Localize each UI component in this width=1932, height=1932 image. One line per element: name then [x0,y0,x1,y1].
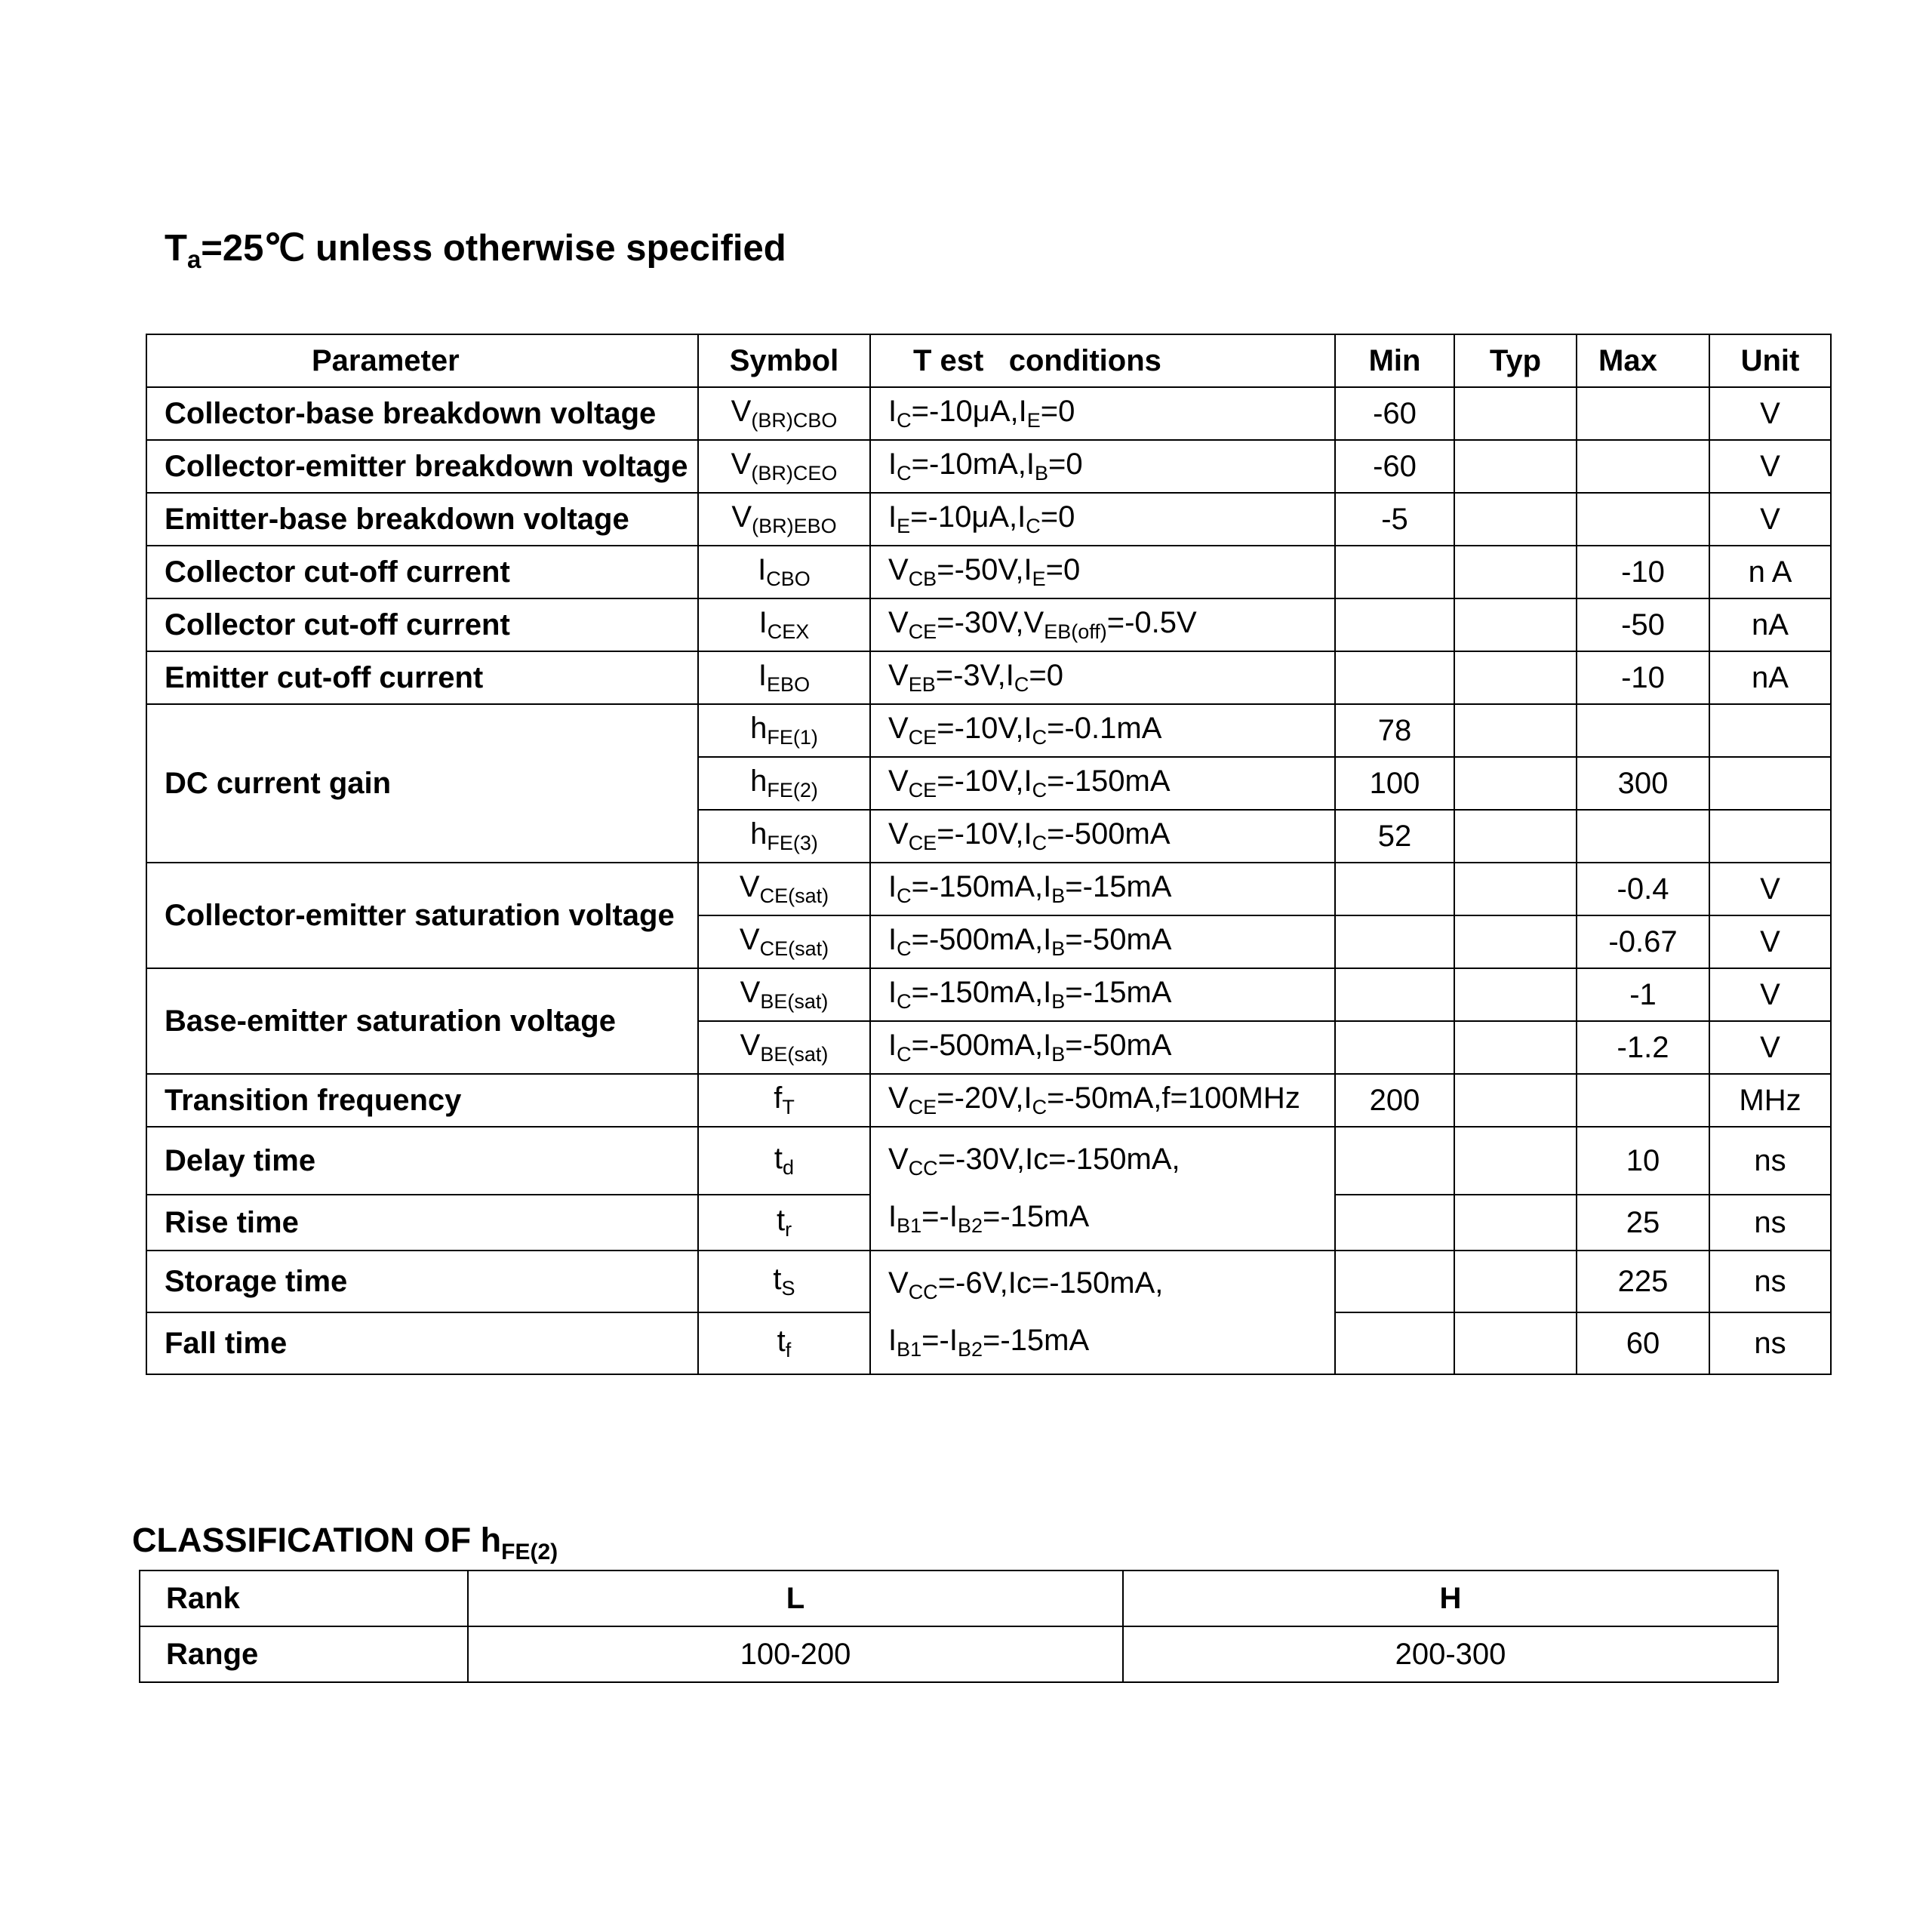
max-cell [1577,704,1709,757]
heading-rest: =25℃ unless otherwise specified [201,228,786,269]
condition-text: I [888,395,897,428]
condition-text: =-10V,I [937,712,1032,745]
symbol-cell [698,1074,870,1127]
condition-text: V [888,764,909,798]
table-row [146,440,1831,493]
symbol-subscript: f [785,1339,792,1361]
max-cell: 10 [1577,1127,1709,1195]
typ-cell [1454,863,1577,915]
condition-text: =-3V,I [935,659,1014,692]
unit-cell: ns [1709,1195,1831,1251]
typ-cell [1454,1195,1577,1251]
symbol-subscript: S [781,1277,795,1300]
min-cell [1335,1021,1454,1074]
symbol-cell [698,968,870,1021]
condition-text: =-500mA [1047,817,1171,851]
symbol-subscript: CEX [767,620,810,643]
condition-text: =-15mA [982,1200,1090,1233]
table-row [146,1074,1831,1127]
typ-cell [1454,757,1577,810]
page-heading [165,226,786,274]
condition-line [888,1316,1334,1374]
condition-subscript: B [1035,462,1049,485]
typ-cell [1454,546,1577,598]
unit-cell: V [1709,440,1831,493]
symbol-main: t [776,1204,786,1238]
unit-cell: MHz [1709,1074,1831,1127]
header-typ: Typ [1454,334,1577,387]
unit-cell: n A [1709,546,1831,598]
min-cell [1335,598,1454,651]
condition-text: V [888,1266,909,1300]
rank-l: L [468,1571,1123,1626]
max-cell [1577,440,1709,493]
condition-text: V [888,606,909,639]
condition-text: =-I [921,1324,958,1357]
condition-text: =-I [921,1200,958,1233]
condition-cell [870,1074,1335,1127]
header-unit: Unit [1709,334,1831,387]
condition-text: =-15mA [1065,976,1172,1009]
condition-subscript: C [1014,673,1029,696]
condition-text: =-500mA,I [911,1029,1052,1062]
condition-subscript: CC [908,1157,938,1180]
min-cell [1335,546,1454,598]
symbol-subscript: (BR)EBO [752,515,837,537]
condition-text: V [888,1143,909,1176]
condition-text: =-50V,I [937,553,1032,586]
max-cell: -50 [1577,598,1709,651]
symbol-main: V [740,1029,761,1062]
symbol-subscript: BE(sat) [760,1043,829,1066]
table-row [146,704,1831,757]
condition-text: =-10V,I [937,817,1032,851]
heading-t-subscript: a [186,245,202,273]
condition-text: =-150mA,I [911,976,1052,1009]
condition-subscript: C [1032,1096,1048,1118]
unit-cell: V [1709,1021,1831,1074]
parameter-cell: DC current gain [146,704,698,863]
condition-subscript: C [897,462,912,485]
condition-subscript: CC [908,1281,938,1303]
table-row [146,863,1831,915]
unit-cell: nA [1709,651,1831,704]
max-cell: 225 [1577,1251,1709,1312]
symbol-cell [698,1312,870,1374]
unit-cell: ns [1709,1312,1831,1374]
unit-cell: V [1709,493,1831,546]
unit-cell [1709,704,1831,757]
condition-text: =-6V,Ic=-150mA, [937,1266,1164,1300]
symbol-subscript: FE(3) [767,832,818,854]
symbol-cell [698,598,870,651]
min-cell: -60 [1335,440,1454,493]
typ-cell [1454,1251,1577,1312]
symbol-cell [698,810,870,863]
typ-cell [1454,1021,1577,1074]
symbol-main: I [758,553,767,586]
unit-cell: nA [1709,598,1831,651]
condition-text: =-10mA,I [911,448,1035,481]
condition-subscript: CE [908,1096,937,1118]
symbol-subscript: (BR)CEO [751,462,838,485]
switching-condition-cell [870,1251,1335,1374]
condition-cell [870,493,1335,546]
symbol-main: V [739,870,760,903]
condition-cell [870,651,1335,704]
max-cell [1577,387,1709,440]
condition-text: =-50mA [1065,923,1172,956]
condition-text: I [888,976,897,1009]
range-h: 200-300 [1123,1626,1778,1682]
parameter-cell: Collector-base breakdown voltage [146,387,698,440]
table-header-row [146,334,1831,387]
unit-cell [1709,757,1831,810]
condition-text: I [888,500,897,534]
condition-cell [870,598,1335,651]
condition-cell [870,546,1335,598]
condition-subscript: E [1032,568,1046,590]
condition-subscript: B [1051,1043,1066,1066]
table-row [146,546,1831,598]
symbol-main: V [731,448,752,481]
typ-cell [1454,915,1577,968]
condition-subscript: E [1026,409,1041,432]
condition-text: =0 [1029,659,1063,692]
max-cell [1577,1074,1709,1127]
condition-text: =-150mA,I [911,870,1052,903]
classification-title [132,1521,558,1565]
typ-cell [1454,1312,1577,1374]
symbol-subscript: CE(sat) [759,884,829,907]
condition-subscript: C [897,409,912,432]
symbol-subscript: (BR)CBO [751,409,838,432]
symbol-cell [698,1195,870,1251]
condition-text: =-30V,Ic=-150mA, [937,1143,1180,1176]
range-l: 100-200 [468,1626,1123,1682]
condition-text: =0 [1045,553,1081,586]
table-row [146,387,1831,440]
max-cell: -1.2 [1577,1021,1709,1074]
parameter-cell: Rise time [146,1195,698,1251]
min-cell [1335,968,1454,1021]
condition-subscript: CE [908,779,937,801]
condition-text: =-500mA,I [911,923,1052,956]
table-row [146,1251,1831,1312]
condition-cell [870,968,1335,1021]
parameter-cell: Emitter-base breakdown voltage [146,493,698,546]
symbol-main: h [750,764,768,798]
classification-title-subscript: FE(2) [501,1540,558,1564]
condition-subscript: B2 [957,1214,983,1237]
condition-subscript: B [1051,990,1066,1013]
max-cell: -0.4 [1577,863,1709,915]
switching-condition-cell [870,1127,1335,1251]
parameter-cell: Collector cut-off current [146,598,698,651]
min-cell: 100 [1335,757,1454,810]
condition-text: =-15mA [1065,870,1172,903]
max-cell: -1 [1577,968,1709,1021]
symbol-cell [698,1127,870,1195]
min-cell [1335,651,1454,704]
classification-table [139,1570,1779,1683]
symbol-cell [698,915,870,968]
condition-text: V [888,659,909,692]
typ-cell [1454,968,1577,1021]
condition-text: =-30V,V [937,606,1044,639]
max-cell: -0.67 [1577,915,1709,968]
typ-cell [1454,1127,1577,1195]
electrical-characteristics-table [146,334,1832,1375]
typ-cell [1454,1074,1577,1127]
condition-subscript: C [1032,726,1048,749]
condition-text: =-0.1mA [1047,712,1162,745]
condition-text: =0 [1040,395,1075,428]
condition-subscript: B1 [897,1338,922,1361]
min-cell [1335,1251,1454,1312]
range-row [140,1626,1778,1682]
parameter-cell: Delay time [146,1127,698,1195]
symbol-main: V [731,500,752,534]
min-cell [1335,915,1454,968]
condition-cell [870,387,1335,440]
condition-text: I [888,870,897,903]
symbol-cell [698,1251,870,1312]
header-min: Min [1335,334,1454,387]
symbol-main: I [758,606,768,639]
condition-subscript: C [897,884,912,907]
symbol-subscript: FE(1) [767,726,818,749]
symbol-cell [698,704,870,757]
symbol-subscript: EBO [767,673,811,696]
heading-t: T [165,228,187,269]
max-cell [1577,810,1709,863]
unit-cell: ns [1709,1127,1831,1195]
condition-subscript: CE [908,620,937,643]
header-conditions: T est conditions [870,334,1335,387]
condition-cell [870,704,1335,757]
condition-text: I [888,923,897,956]
condition-subscript: B1 [897,1214,922,1237]
table-row [146,1127,1831,1195]
unit-cell: ns [1709,1251,1831,1312]
rank-h: H [1123,1571,1778,1626]
condition-text: =-15mA [982,1324,1090,1357]
classification-title-text: CLASSIFICATION OF h [132,1521,502,1559]
symbol-subscript: CE(sat) [759,937,829,960]
typ-cell [1454,704,1577,757]
rank-label: Rank [140,1571,468,1626]
table-row [146,651,1831,704]
min-cell [1335,1127,1454,1195]
condition-text: =-10μA,I [911,395,1027,428]
condition-subscript: CE [908,726,937,749]
typ-cell [1454,387,1577,440]
symbol-subscript: BE(sat) [760,990,829,1013]
condition-text: =-50mA,f=100MHz [1047,1081,1300,1115]
typ-cell [1454,651,1577,704]
condition-line [888,1135,1334,1192]
symbol-cell [698,863,870,915]
max-cell: 300 [1577,757,1709,810]
min-cell: 200 [1335,1074,1454,1127]
condition-subscript: C [897,937,912,960]
condition-subscript: C [897,990,912,1013]
unit-cell: V [1709,968,1831,1021]
condition-subscript: EB(off) [1044,620,1107,643]
condition-cell [870,1021,1335,1074]
symbol-main: V [731,395,752,428]
parameter-cell: Collector cut-off current [146,546,698,598]
condition-text: I [888,448,897,481]
condition-cell [870,863,1335,915]
table-row [146,493,1831,546]
symbol-subscript: d [783,1156,795,1180]
parameter-cell: Collector-emitter breakdown voltage [146,440,698,493]
symbol-cell [698,651,870,704]
min-cell: -60 [1335,387,1454,440]
symbol-cell [698,546,870,598]
typ-cell [1454,493,1577,546]
parameter-cell: Emitter cut-off current [146,651,698,704]
condition-cell [870,757,1335,810]
min-cell: -5 [1335,493,1454,546]
min-cell: 78 [1335,704,1454,757]
parameter-cell: Storage time [146,1251,698,1312]
min-cell: 52 [1335,810,1454,863]
condition-subscript: EB [908,673,936,696]
condition-cell [870,810,1335,863]
condition-subscript: CE [908,832,937,854]
symbol-subscript: CBO [766,568,811,590]
condition-subscript: CB [908,568,937,590]
condition-text: I [888,1200,897,1233]
symbol-cell [698,493,870,546]
condition-text: V [888,553,909,586]
table-row [146,968,1831,1021]
condition-cell [870,915,1335,968]
unit-cell: V [1709,915,1831,968]
condition-line [888,1259,1334,1316]
rank-row [140,1571,1778,1626]
unit-cell [1709,810,1831,863]
header-parameter: Parameter [146,334,698,387]
max-cell: 25 [1577,1195,1709,1251]
condition-subscript: C [1032,832,1048,854]
condition-subscript: B [1051,937,1066,960]
max-cell [1577,493,1709,546]
symbol-cell [698,1021,870,1074]
symbol-subscript: T [782,1096,795,1118]
parameter-cell: Collector-emitter saturation voltage [146,863,698,968]
symbol-subscript: r [785,1218,792,1241]
condition-text: =-20V,I [937,1081,1032,1115]
max-cell: 60 [1577,1312,1709,1374]
condition-text: V [888,1081,909,1115]
min-cell [1335,1195,1454,1251]
symbol-main: t [777,1324,786,1358]
min-cell [1335,863,1454,915]
condition-cell [870,440,1335,493]
condition-text: I [888,1029,897,1062]
symbol-main: t [773,1263,782,1296]
condition-subscript: C [1032,779,1048,801]
condition-text: =-10V,I [937,764,1032,798]
condition-text: =-50mA [1065,1029,1172,1062]
header-symbol: Symbol [698,334,870,387]
parameter-cell: Base-emitter saturation voltage [146,968,698,1074]
range-label: Range [140,1626,468,1682]
typ-cell [1454,598,1577,651]
condition-text: =0 [1048,448,1083,481]
symbol-cell [698,440,870,493]
symbol-main: V [740,976,761,1009]
condition-text: V [888,712,909,745]
typ-cell [1454,810,1577,863]
max-cell: -10 [1577,651,1709,704]
typ-cell [1454,440,1577,493]
unit-cell: V [1709,387,1831,440]
symbol-main: V [739,923,760,956]
parameter-cell: Fall time [146,1312,698,1374]
symbol-main: t [774,1142,783,1176]
condition-text: =-0.5V [1106,606,1197,639]
condition-text: V [888,817,909,851]
condition-subscript: E [897,515,911,537]
symbol-subscript: FE(2) [767,779,818,801]
condition-line [888,1192,1334,1250]
symbol-main: f [774,1081,783,1115]
symbol-main: h [750,712,768,745]
condition-text: =0 [1040,500,1075,534]
condition-subscript: C [1026,515,1041,537]
symbol-main: h [750,817,768,851]
table-row [146,598,1831,651]
condition-subscript: C [897,1043,912,1066]
min-cell [1335,1312,1454,1374]
condition-text: I [888,1324,897,1357]
condition-text: =-10μA,I [910,500,1026,534]
max-cell: -10 [1577,546,1709,598]
unit-cell: V [1709,863,1831,915]
condition-text: =-150mA [1047,764,1171,798]
symbol-main: I [758,659,768,692]
symbol-cell [698,387,870,440]
parameter-cell: Transition frequency [146,1074,698,1127]
condition-subscript: B [1051,884,1066,907]
symbol-cell [698,757,870,810]
condition-subscript: B2 [957,1338,983,1361]
header-max: Max [1577,334,1709,387]
